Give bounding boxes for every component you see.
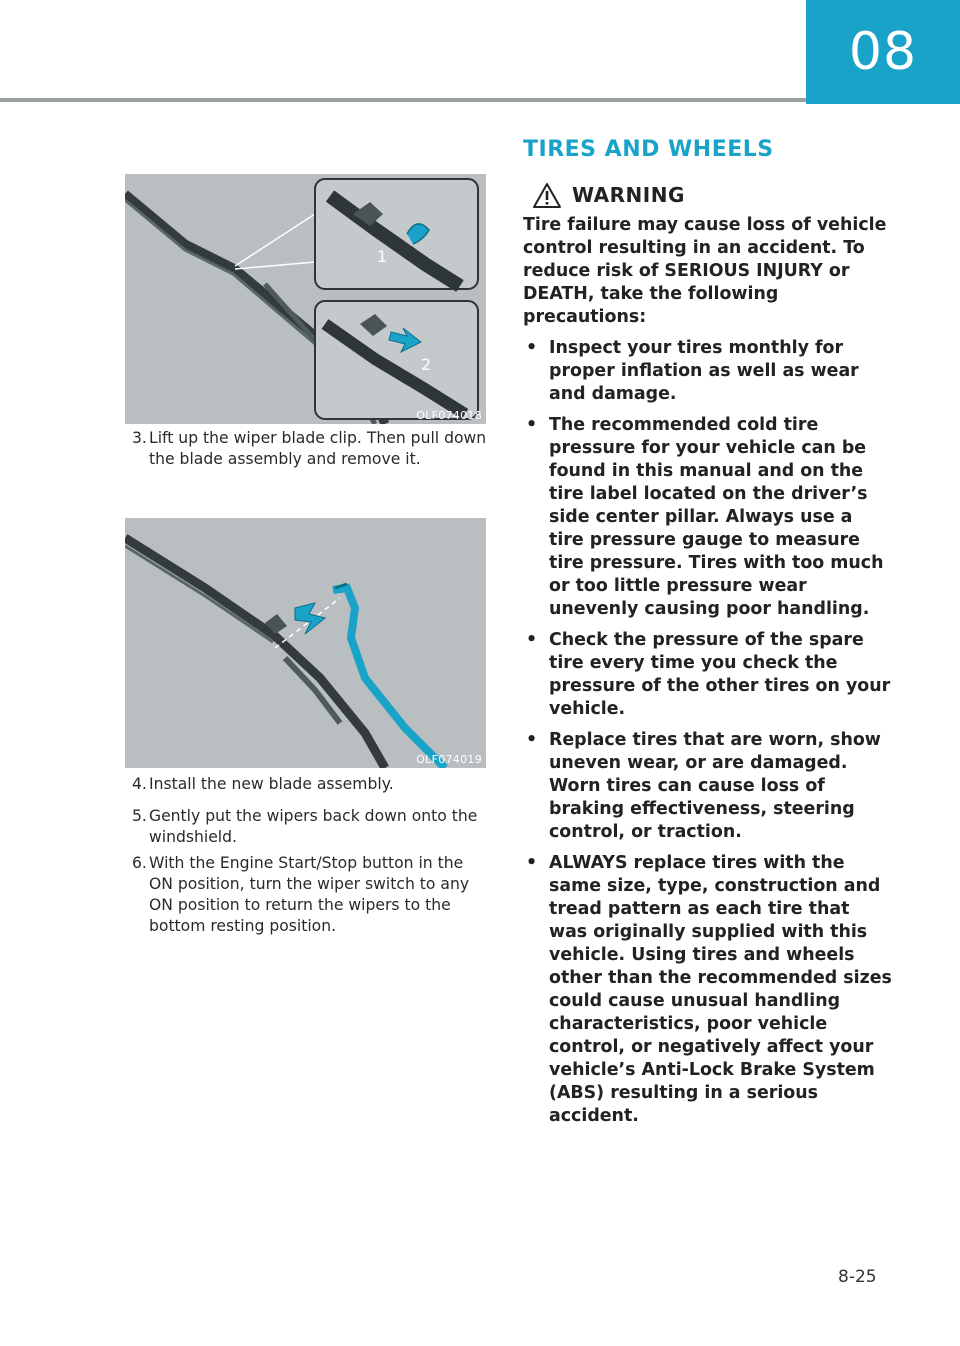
step-text: Gently put the wipers back down onto the windshield. [149, 807, 478, 846]
step-3 [132, 428, 492, 470]
callout-2: 2 [421, 355, 432, 374]
warning-bullet: • Replace tires that are worn, show uneven wear, or are damaged. Worn tires can cause loss of braking effectiveness, steering control, or traction. [523, 729, 893, 844]
warning-intro: Tire failure may cause loss of vehicle control resulting in an accident. To reduce risk of SERIOUS INJURY or DEATH, take the following precautions: [523, 215, 887, 327]
step-text: With the Engine Start/Stop button in the ON position, turn the wiper switch to any ON position to return the wipers to the bottom resting position. [149, 854, 470, 935]
figure-blade-install [125, 518, 486, 768]
figure-wiper-clip [125, 174, 486, 424]
step-5 [132, 806, 492, 848]
warning-bullet: • Check the pressure of the spare tire every time you check the pressure of the other tires on your vehicle. [523, 629, 893, 721]
page-number: 8-25 [838, 1267, 877, 1287]
warning-triangle-icon [532, 182, 562, 209]
step-number: 4. [132, 775, 147, 793]
figure-code: OLF074019 [416, 753, 482, 766]
warning-bullet: • ALWAYS replace tires with the same size, type, construction and tread pattern as each tire that was originally supplied with this vehicle. Using tires and wheels other than the recommended sizes could cause unusual handling characteristics, poor vehicle control, or negatively affect your vehicle’s Anti-Lock Brake System (ABS) resulting in a serious accident. [523, 852, 893, 1128]
warning-bullets [523, 337, 893, 1128]
step-text: Install the new blade assembly. [149, 775, 394, 793]
callout-1: 1 [377, 247, 388, 266]
warning-body [523, 214, 893, 1136]
warning-label: WARNING [572, 183, 685, 207]
step-4 [132, 774, 492, 795]
step-number: 5. [132, 807, 147, 825]
wiper-clip-illustration [125, 174, 486, 424]
figure-code: OLF074018 [416, 409, 482, 422]
header-rule [0, 98, 806, 102]
warning-bullet: • Inspect your tires monthly for proper inflation as well as wear and damage. [523, 337, 893, 406]
blade-install-illustration [125, 518, 486, 768]
step-number: 3. [132, 429, 147, 447]
step-number: 6. [132, 854, 147, 872]
warning-bullet: • The recommended cold tire pressure for your vehicle can be found in this manual and on the tire label located on the driver’s side center pillar. Always use a tire pressure gauge to measure tire pressure. Tires with too much or too little pressure wear unevenly causing poor handling. [523, 414, 893, 621]
step-text: Lift up the wiper blade clip. Then pull down the blade assembly and remove it. [149, 429, 487, 468]
step-6 [132, 853, 492, 937]
section-title: TIRES AND WHEELS [523, 137, 774, 162]
warning-heading [532, 180, 685, 210]
chapter-tab: 08 [806, 0, 960, 104]
